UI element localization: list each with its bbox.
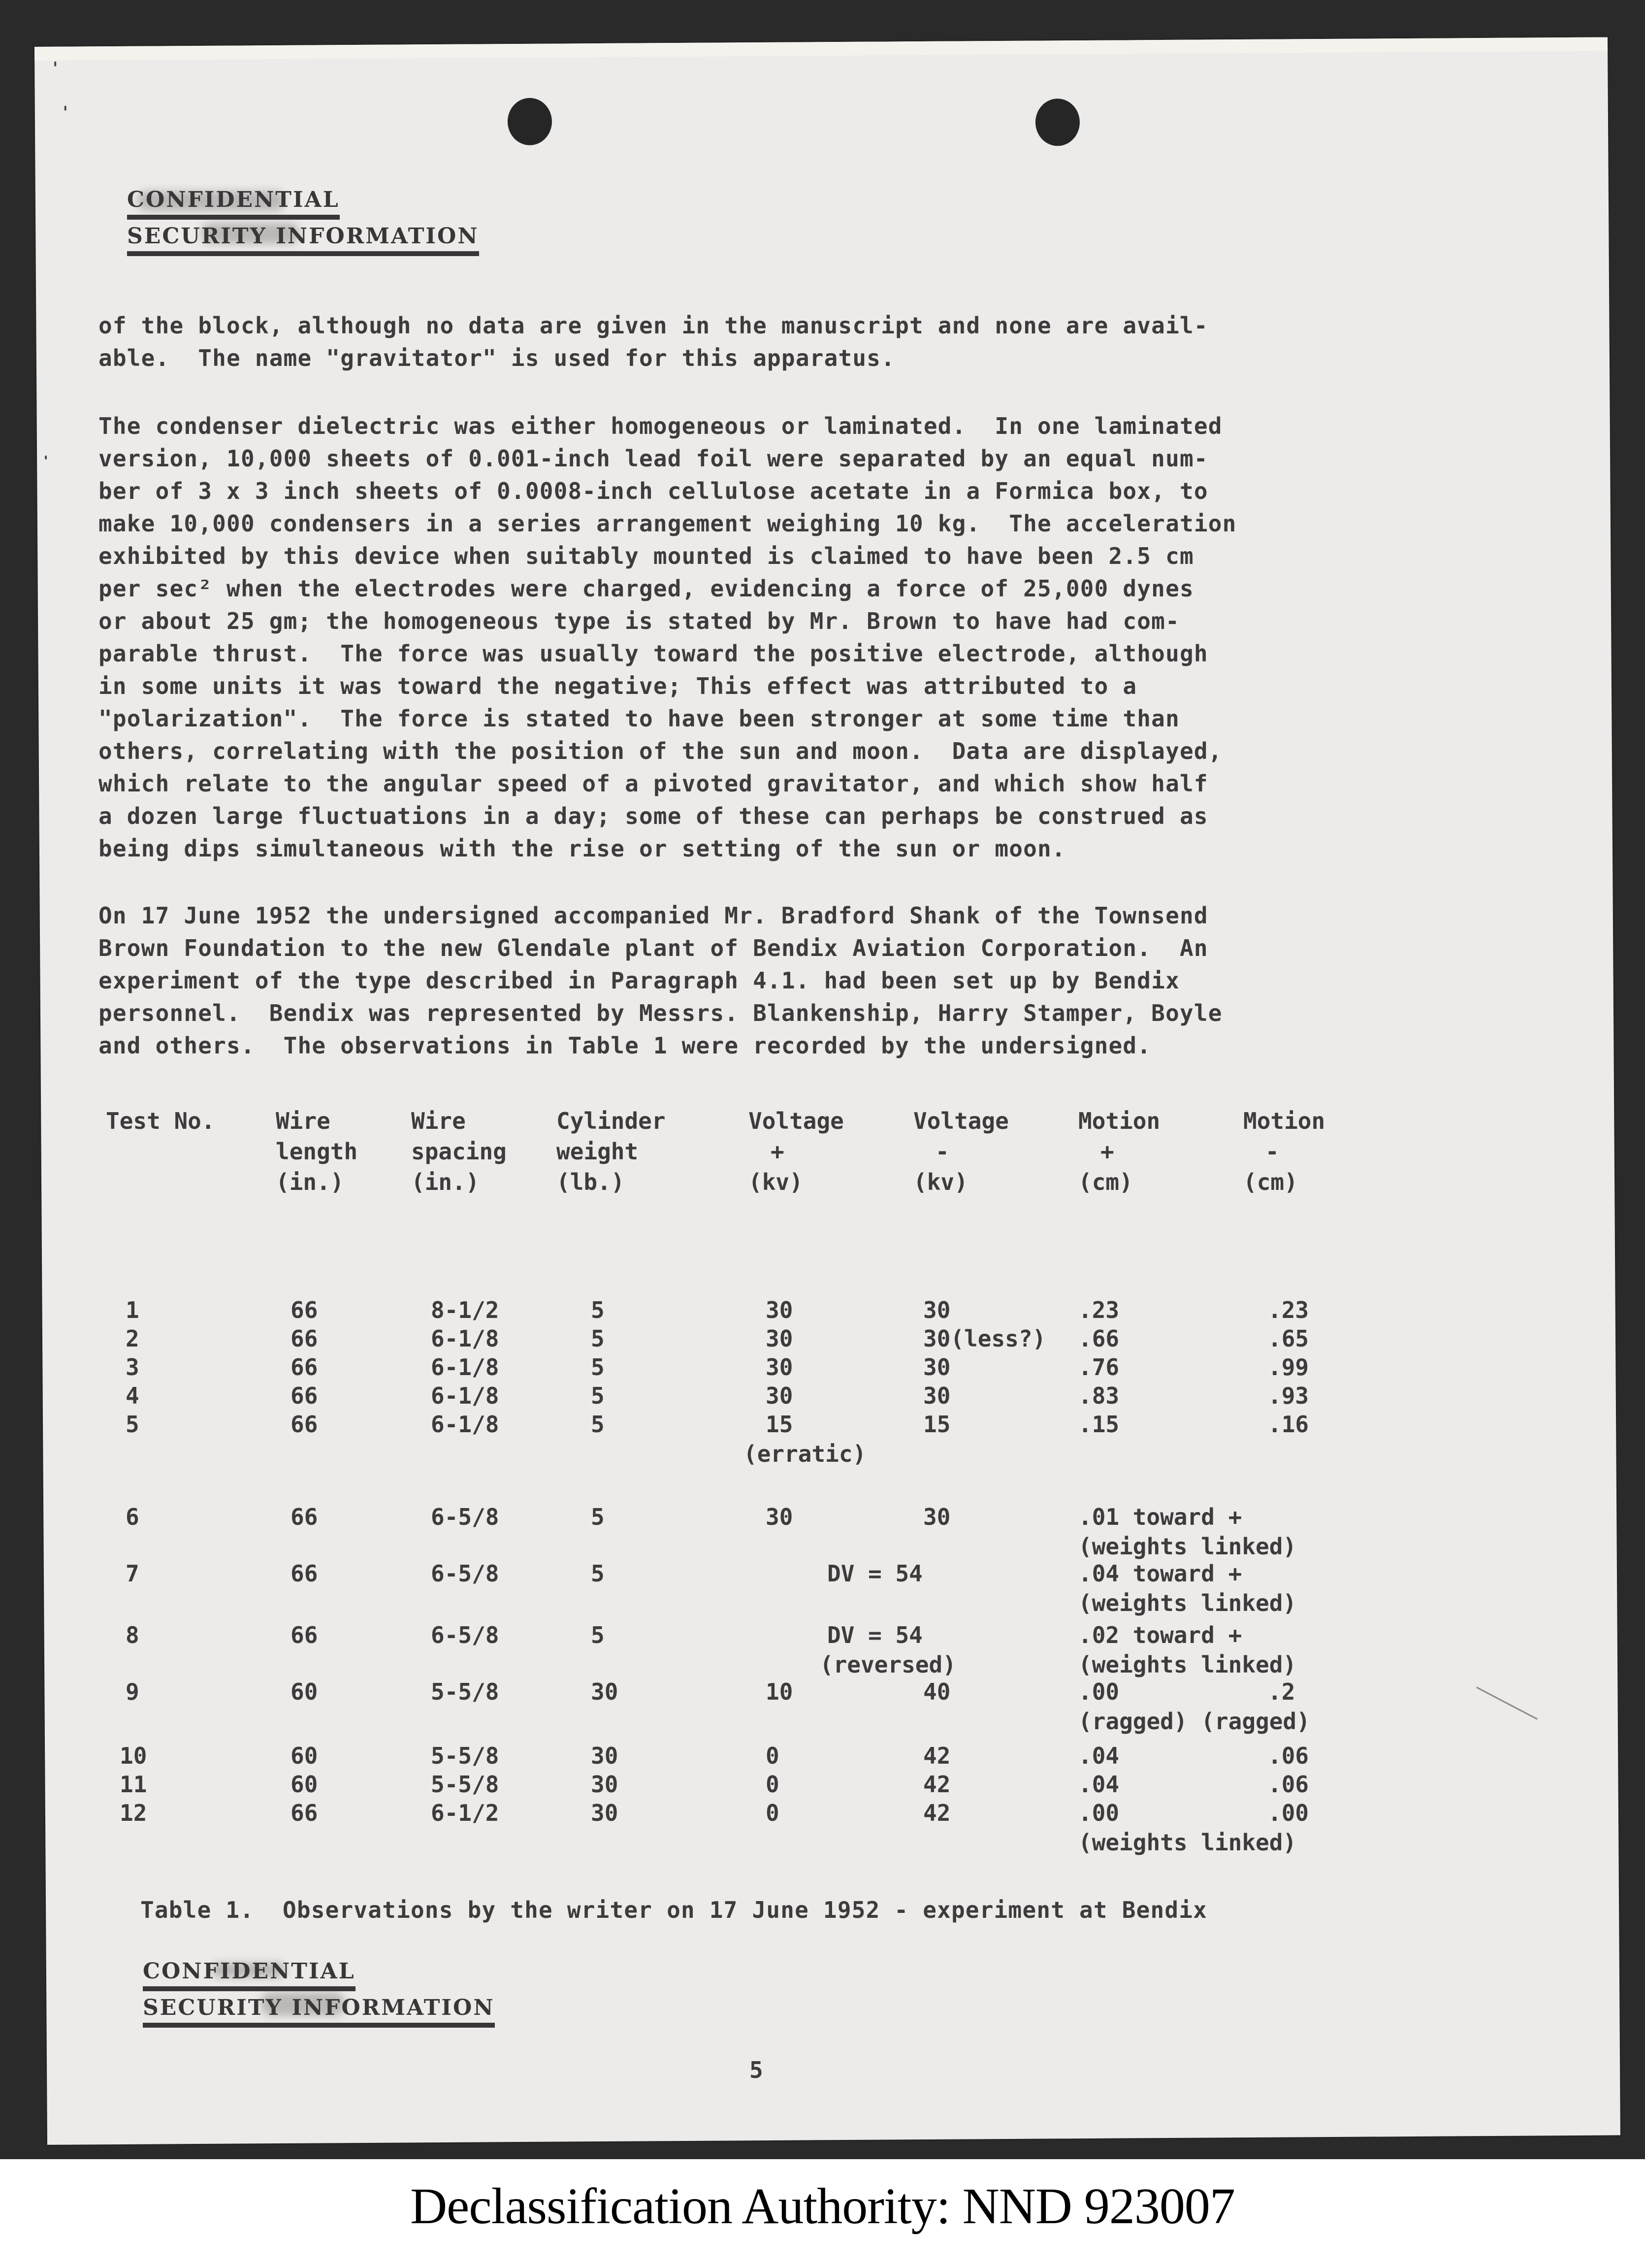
table-cell-motion-note: (weights linked) xyxy=(1078,1829,1297,1856)
table-cell-length: 60 xyxy=(290,1771,318,1798)
table-cell-mminus: .99 xyxy=(1268,1354,1309,1381)
table-cell-vplus: 30 xyxy=(766,1297,793,1323)
table-cell-spacing: 6-1/2 xyxy=(431,1800,499,1826)
table-cell-mminus: .93 xyxy=(1268,1382,1309,1409)
text-line: Brown Foundation to the new Glendale plant of Bendix Aviation Corporation. An xyxy=(98,935,1208,961)
table-cell-mplus: .76 xyxy=(1078,1354,1120,1381)
table-cell-length: 60 xyxy=(290,1678,318,1705)
table-cell-vminus: 42 xyxy=(923,1800,951,1826)
header-classification-stamp xyxy=(127,186,479,259)
speck xyxy=(45,456,47,460)
table-cell-mplus: .04 toward + xyxy=(1078,1560,1242,1587)
page-number: 5 xyxy=(749,2057,764,2083)
table-cell-length: 66 xyxy=(290,1325,318,1352)
table-header-cell: (cm) xyxy=(1243,1169,1298,1195)
text-line: able. The name "gravitator" is used for this apparatus. xyxy=(98,345,896,371)
table-cell-weight: 30 xyxy=(591,1742,618,1769)
table-cell-test: 7 xyxy=(126,1560,139,1587)
table-header-cell: (kv) xyxy=(913,1169,968,1195)
table-cell-mminus: .23 xyxy=(1268,1297,1309,1323)
table-cell-length: 66 xyxy=(290,1382,318,1409)
table-cell-spacing: 6-1/8 xyxy=(431,1325,499,1352)
table-cell-weight: 30 xyxy=(591,1678,618,1705)
table-cell-spacing: 6-1/8 xyxy=(431,1354,499,1381)
table-cell-mplus: .00 xyxy=(1078,1678,1120,1705)
table-cell-length: 66 xyxy=(290,1622,318,1648)
table-cell-length: 66 xyxy=(290,1354,318,1381)
stamp-security-information: SECURITY INFORMATION xyxy=(127,223,479,256)
table-cell-vplus: 15 xyxy=(766,1411,793,1438)
text-line: per sec² when the electrodes were charged, evidencing a force of 25,000 dynes xyxy=(98,575,1194,602)
punch-hole xyxy=(508,98,552,146)
table-cell-vplus: 0 xyxy=(766,1742,779,1769)
table-cell-motion-note: (weights linked) xyxy=(1078,1533,1297,1560)
table-cell-vminus: 30 xyxy=(923,1297,951,1323)
table-cell-weight: 5 xyxy=(591,1560,605,1587)
table-cell-weight: 30 xyxy=(591,1800,618,1826)
table-cell-spacing: 5-5/8 xyxy=(431,1771,499,1798)
text-line: of the block, although no data are given in the manuscript and none are avail- xyxy=(98,312,1208,339)
table-cell-vplus: 30 xyxy=(766,1382,793,1409)
table-cell-spacing: 6-5/8 xyxy=(431,1504,499,1530)
table-cell-length: 66 xyxy=(290,1560,318,1587)
table-cell-spacing: 6-1/8 xyxy=(431,1382,499,1409)
text-line: version, 10,000 sheets of 0.001-inch lead foil were separated by an equal num- xyxy=(98,445,1208,472)
table-cell-mplus: .66 xyxy=(1078,1325,1120,1352)
table-header-cell: spacing xyxy=(411,1138,507,1165)
text-line: experiment of the type described in Paragraph 4.1. had been set up by Bendix xyxy=(98,967,1180,994)
table-cell-test: 5 xyxy=(126,1411,139,1438)
table-cell-mminus: .06 xyxy=(1268,1771,1309,1798)
table-cell-voltage-note: (reversed) xyxy=(820,1651,956,1678)
table-cell-spacing: 5-5/8 xyxy=(431,1742,499,1769)
table-cell-test: 12 xyxy=(120,1800,147,1826)
table-cell-mminus: .16 xyxy=(1268,1411,1309,1438)
table-header-cell: (lb.) xyxy=(556,1169,625,1195)
table-cell-mminus: .2 xyxy=(1268,1678,1295,1705)
table-cell-vplus: 0 xyxy=(766,1771,779,1798)
stamp-confidential: CONFIDENTIAL xyxy=(127,186,340,220)
table-cell-vminus: 42 xyxy=(923,1742,951,1769)
text-line: personnel. Bendix was represented by Messrs. Blankenship, Harry Stamper, Boyle xyxy=(98,1000,1223,1026)
text-line: "polarization". The force is stated to have been stronger at some time than xyxy=(98,705,1180,732)
table-cell-weight: 5 xyxy=(591,1297,605,1323)
table-cell-vminus: 30 xyxy=(923,1504,951,1530)
table-cell-test: 2 xyxy=(126,1325,139,1352)
table-cell-weight: 5 xyxy=(591,1354,605,1381)
table-cell-test: 8 xyxy=(126,1622,139,1648)
table-cell-test: 6 xyxy=(126,1504,139,1530)
table-header-cell: (in.) xyxy=(411,1169,480,1195)
table-cell-mplus: .83 xyxy=(1078,1382,1120,1409)
text-line: The condenser dielectric was either homogeneous or laminated. In one laminated xyxy=(98,413,1223,439)
text-line: being dips simultaneous with the rise or setting of the sun or moon. xyxy=(98,835,1066,862)
table-cell-vplus: DV = 54 xyxy=(827,1622,923,1648)
text-line: or about 25 gm; the homogeneous type is stated by Mr. Brown to have had com- xyxy=(98,608,1180,634)
table-header-cell: - xyxy=(935,1138,949,1165)
table-header-cell: (in.) xyxy=(276,1169,344,1195)
punch-hole xyxy=(1035,99,1080,146)
table-cell-spacing: 6-5/8 xyxy=(431,1622,499,1648)
text-line: On 17 June 1952 the undersigned accompanied Mr. Bradford Shank of the Townsend xyxy=(98,902,1208,929)
table-cell-mminus: .06 xyxy=(1268,1742,1309,1769)
table-cell-vplus: 30 xyxy=(766,1504,793,1530)
speck xyxy=(54,62,56,66)
table-header-cell: + xyxy=(771,1138,784,1165)
table-cell-motion-note: (weights linked) xyxy=(1078,1590,1297,1616)
table-cell-length: 66 xyxy=(290,1800,318,1826)
table-cell-vminus: 30(less?) xyxy=(923,1325,1046,1352)
table-cell-motion-note: (ragged) (ragged) xyxy=(1078,1708,1310,1735)
table-header-cell: Motion xyxy=(1243,1108,1325,1134)
speck xyxy=(65,106,66,111)
table-cell-vminus: 40 xyxy=(923,1678,951,1705)
table-cell-length: 66 xyxy=(290,1297,318,1323)
table-cell-weight: 30 xyxy=(591,1771,618,1798)
table-header-cell: Wire xyxy=(276,1108,330,1134)
table-cell-test: 3 xyxy=(126,1354,139,1381)
table-header-cell: Wire xyxy=(411,1108,466,1134)
table-cell-weight: 5 xyxy=(591,1504,605,1530)
table-cell-mplus: .01 toward + xyxy=(1078,1504,1242,1530)
table-cell-weight: 5 xyxy=(591,1622,605,1648)
table-cell-voltage-note: (erratic) xyxy=(743,1441,867,1467)
declassification-authority: Declassification Authority: NND 923007 xyxy=(410,2178,1235,2235)
text-line: exhibited by this device when suitably mounted is claimed to have been 2.5 cm xyxy=(98,543,1194,569)
paragraph-3 xyxy=(98,899,1487,1062)
text-line: and others. The observations in Table 1 were recorded by the undersigned. xyxy=(98,1032,1152,1059)
table-header-cell: weight xyxy=(556,1138,639,1165)
table-cell-vplus: 30 xyxy=(766,1325,793,1352)
table-header-cell: Motion xyxy=(1078,1108,1161,1134)
table-cell-mplus: .02 toward + xyxy=(1078,1622,1242,1648)
text-line: which relate to the angular speed of a pivoted gravitator, and which show half xyxy=(98,770,1208,797)
table-cell-vplus: 0 xyxy=(766,1800,779,1826)
table-cell-vminus: 30 xyxy=(923,1354,951,1381)
table-cell-mplus: .04 xyxy=(1078,1742,1120,1769)
table-cell-mminus: .65 xyxy=(1268,1325,1309,1352)
table-header-cell: + xyxy=(1100,1138,1114,1165)
table-cell-mplus: .04 xyxy=(1078,1771,1120,1798)
table-cell-vminus: 42 xyxy=(923,1771,951,1798)
table-cell-vminus: 30 xyxy=(923,1382,951,1409)
text-line: others, correlating with the position of the sun and moon. Data are displayed, xyxy=(98,738,1223,764)
table-cell-mplus: .23 xyxy=(1078,1297,1120,1323)
table-cell-test: 4 xyxy=(126,1382,139,1409)
table-cell-length: 66 xyxy=(290,1504,318,1530)
table-cell-test: 11 xyxy=(120,1771,147,1798)
table-header-cell: length xyxy=(276,1138,358,1165)
table-cell-vplus: 10 xyxy=(766,1678,793,1705)
table-cell-motion-note: (weights linked) xyxy=(1078,1651,1297,1678)
table-cell-mplus: .00 xyxy=(1078,1800,1120,1826)
table-cell-vplus: DV = 54 xyxy=(827,1560,923,1587)
table-cell-test: 9 xyxy=(126,1678,139,1705)
paragraph-1 xyxy=(98,309,1487,374)
table-header-cell: Test No. xyxy=(106,1108,215,1134)
table-cell-weight: 5 xyxy=(591,1382,605,1409)
table-cell-test: 10 xyxy=(120,1742,147,1769)
stamp-confidential: CONFIDENTIAL xyxy=(143,1958,355,1991)
table-cell-spacing: 6-5/8 xyxy=(431,1560,499,1587)
table-cell-length: 66 xyxy=(290,1411,318,1438)
table-cell-spacing: 6-1/8 xyxy=(431,1411,499,1438)
table-cell-vplus: 30 xyxy=(766,1354,793,1381)
table-cell-spacing: 5-5/8 xyxy=(431,1678,499,1705)
table-cell-test: 1 xyxy=(126,1297,139,1323)
text-line: make 10,000 condensers in a series arrangement weighing 10 kg. The acceleration xyxy=(98,510,1237,537)
table-cell-mplus: .15 xyxy=(1078,1411,1120,1438)
table-cell-weight: 5 xyxy=(591,1325,605,1352)
table-cell-length: 60 xyxy=(290,1742,318,1769)
text-line: in some units it was toward the negative; This effect was attributed to a xyxy=(98,673,1137,699)
table-header-cell: (cm) xyxy=(1078,1169,1133,1195)
table-header-cell: - xyxy=(1265,1138,1279,1165)
footer-classification-stamp xyxy=(143,1958,495,2031)
text-line: ber of 3 x 3 inch sheets of 0.0008-inch cellulose acetate in a Formica box, to xyxy=(98,478,1208,504)
table-header-cell: Voltage xyxy=(913,1108,1009,1134)
table-cell-spacing: 8-1/2 xyxy=(431,1297,499,1323)
table-caption: Table 1. Observations by the writer on 17 June 1952 - experiment at Bendix xyxy=(140,1897,1208,1923)
stamp-security-information: SECURITY INFORMATION xyxy=(143,1994,495,2028)
table-header-cell: Cylinder xyxy=(556,1108,666,1134)
table-cell-vminus: 15 xyxy=(923,1411,951,1438)
table-header-cell: Voltage xyxy=(748,1108,844,1134)
table-header-cell: (kv) xyxy=(748,1169,803,1195)
table-cell-weight: 5 xyxy=(591,1411,605,1438)
table-cell-mminus: .00 xyxy=(1268,1800,1309,1826)
pen-mark xyxy=(1476,1686,1538,1720)
text-line: parable thrust. The force was usually toward the positive electrode, although xyxy=(98,640,1208,667)
paragraph-2 xyxy=(98,410,1487,865)
text-line: a dozen large fluctuations in a day; some of these can perhaps be construed as xyxy=(98,803,1208,829)
